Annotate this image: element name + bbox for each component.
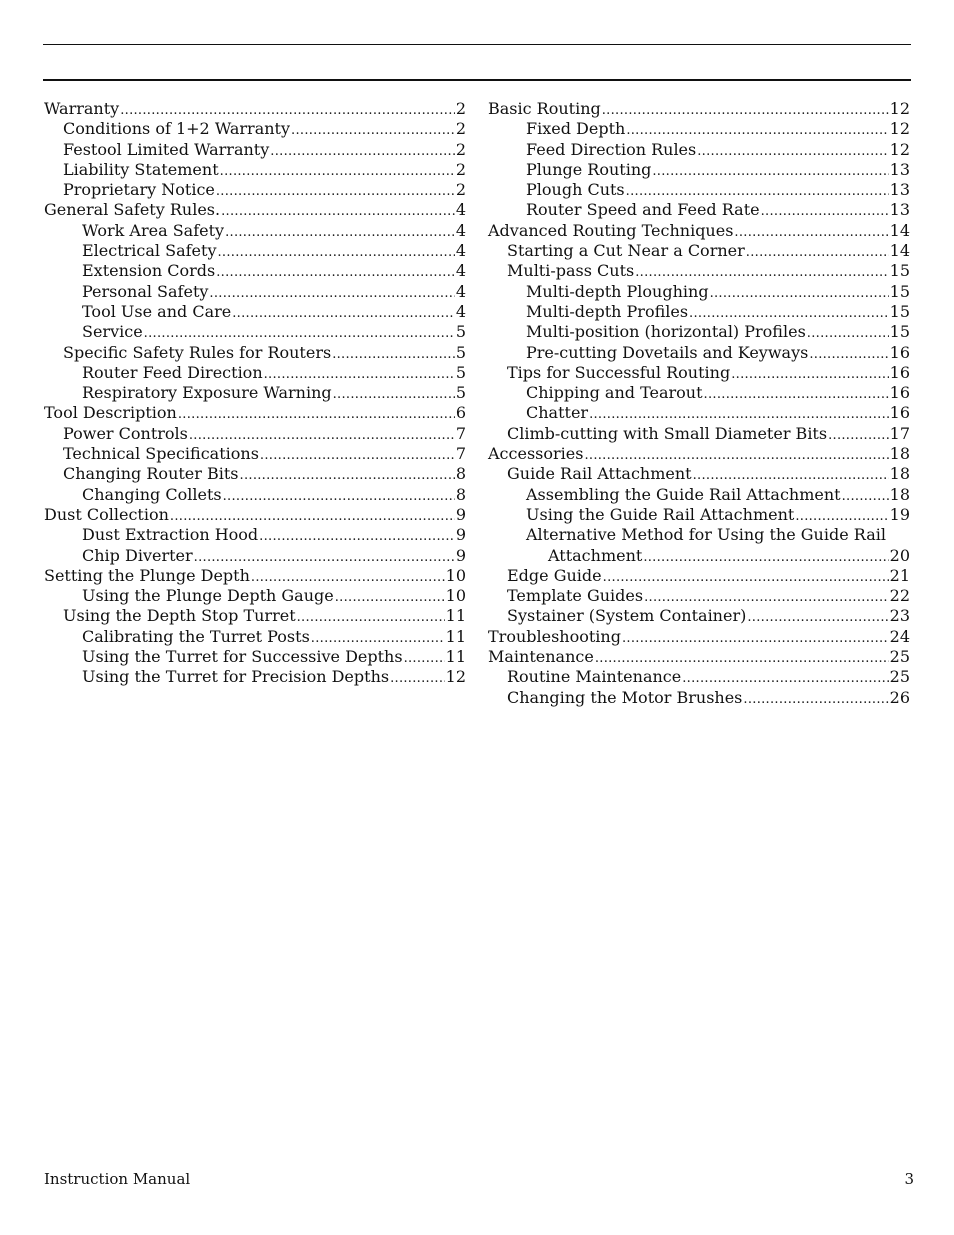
toc-entry[interactable] xyxy=(44,566,466,586)
toc-entry-page: 12 xyxy=(889,119,910,139)
toc-entry-title: Router Speed and Feed Rate xyxy=(526,200,760,220)
toc-entry-page: 17 xyxy=(889,423,910,443)
toc-entry-page: 14 xyxy=(889,220,910,240)
toc-entry-title: Dust Collection xyxy=(44,504,169,524)
header-rule-top xyxy=(43,44,911,45)
toc-leader-dots xyxy=(602,99,889,121)
toc-entry-title: Maintenance xyxy=(488,647,594,667)
toc-entry-title: Dust Extraction Hood xyxy=(82,525,259,545)
toc-entry-title: Extension Cords xyxy=(82,261,216,281)
toc-entry-page: 24 xyxy=(889,626,910,646)
toc-entry-page: 2 xyxy=(455,139,466,159)
toc-entry-title: Electrical Safety xyxy=(82,241,217,261)
toc-leader-dots xyxy=(232,302,455,324)
toc-entry-page: 9 xyxy=(455,545,466,565)
toc-entry-page: 15 xyxy=(889,301,910,321)
toc-entry-page: 19 xyxy=(889,504,910,524)
toc-entry[interactable] xyxy=(488,322,910,342)
toc-leader-dots xyxy=(710,282,889,304)
toc-leader-dots xyxy=(120,99,455,121)
toc-entry-title: Troubleshooting xyxy=(488,626,621,646)
toc-entry-page: 21 xyxy=(889,565,910,585)
toc-entry[interactable] xyxy=(488,525,910,566)
toc-entry[interactable] xyxy=(488,647,910,667)
toc-entry-title: Tool Use and Care xyxy=(82,301,232,321)
toc-entry[interactable] xyxy=(44,282,466,302)
toc-entry-title: Template Guides xyxy=(507,586,644,606)
toc-entry-page: 20 xyxy=(889,545,910,565)
toc-leader-dots xyxy=(761,200,889,222)
toc-leader-dots xyxy=(652,160,888,182)
toc-leader-dots xyxy=(807,322,889,344)
toc-leader-dots xyxy=(842,485,889,507)
toc-leader-dots xyxy=(217,241,454,263)
toc-entry[interactable] xyxy=(44,525,466,545)
toc-entry-page: 11 xyxy=(445,647,466,667)
toc-entry[interactable] xyxy=(44,424,466,444)
toc-entry-page: 4 xyxy=(455,241,466,261)
toc-entry-page: 8 xyxy=(455,484,466,504)
toc-entry-page: 15 xyxy=(889,281,910,301)
toc-entry[interactable] xyxy=(44,586,466,606)
toc-entry-title: Climb-cutting with Small Diameter Bits xyxy=(507,423,828,443)
toc-entry-page: 2 xyxy=(455,159,466,179)
toc-entry-page: 6 xyxy=(455,403,466,423)
toc-entry[interactable] xyxy=(44,302,466,322)
toc-leader-dots xyxy=(259,525,455,547)
toc-entry-title: Changing Router Bits xyxy=(63,464,239,484)
toc-leader-dots xyxy=(643,546,888,568)
toc-leader-dots xyxy=(404,647,445,669)
toc-leader-dots xyxy=(170,505,455,527)
toc-leader-dots xyxy=(644,586,889,608)
toc-entry-title: Changing the Motor Brushes xyxy=(507,687,743,707)
toc-leader-dots xyxy=(595,647,889,669)
toc-column-right xyxy=(488,99,910,708)
toc-entry[interactable] xyxy=(44,363,466,383)
toc-entry-title: Respiratory Exposure Warning xyxy=(82,383,332,403)
toc-entry-page: 9 xyxy=(455,525,466,545)
toc-entry-title: Feed Direction Rules xyxy=(526,139,697,159)
toc-entry[interactable] xyxy=(488,403,910,423)
toc-entry-page: 15 xyxy=(889,322,910,342)
toc-entry-title: Setting the Plunge Depth xyxy=(44,565,250,585)
toc-entry-title: Guide Rail Attachment xyxy=(507,464,692,484)
toc-entry-title: Advanced Routing Techniques xyxy=(488,220,734,240)
toc-entry[interactable] xyxy=(488,688,910,708)
toc-entry-title: Tips for Successful Routing xyxy=(507,362,731,382)
toc-leader-dots xyxy=(144,322,455,344)
toc-leader-dots xyxy=(693,464,889,486)
toc-entry-page: 2 xyxy=(455,99,466,118)
toc-entry-title: Using the Guide Rail Attachment xyxy=(526,504,795,524)
toc-entry[interactable] xyxy=(488,261,910,281)
toc-entry[interactable] xyxy=(488,383,910,403)
toc-entry-title: Systainer (System Container) xyxy=(507,606,747,626)
footer-page-number: 3 xyxy=(904,1170,914,1188)
toc-entry[interactable] xyxy=(44,627,466,647)
toc-entry-page: 13 xyxy=(889,180,910,200)
toc-entry-page: 5 xyxy=(455,383,466,403)
toc-entry[interactable] xyxy=(44,505,466,525)
toc-entry-title: General Safety Rules. xyxy=(44,200,221,220)
toc-leader-dots xyxy=(603,566,889,588)
toc-entry-page: 16 xyxy=(889,383,910,403)
toc-entry-title: Personal Safety xyxy=(82,281,209,301)
toc-leader-dots xyxy=(622,627,889,649)
toc-entry[interactable] xyxy=(488,363,910,383)
toc-entry-page: 7 xyxy=(455,444,466,464)
toc-column-left xyxy=(44,99,466,688)
toc-leader-dots xyxy=(626,119,888,141)
toc-entry-title: Multi-depth Ploughing xyxy=(526,281,709,301)
toc-entry-page: 5 xyxy=(455,362,466,382)
toc-entry[interactable] xyxy=(44,221,466,241)
toc-entry[interactable] xyxy=(488,302,910,322)
toc-leader-dots xyxy=(390,667,445,689)
toc-leader-dots xyxy=(335,586,445,608)
toc-entry[interactable] xyxy=(44,119,466,139)
toc-leader-dots xyxy=(291,119,455,141)
toc-entry-page: 2 xyxy=(455,180,466,200)
toc-entry-page: 25 xyxy=(889,647,910,667)
toc-entry-page: 23 xyxy=(889,606,910,626)
toc-entry-page: 12 xyxy=(445,667,466,687)
toc-entry-title: Routine Maintenance xyxy=(507,667,682,687)
toc-entry-page: 25 xyxy=(889,667,910,687)
toc-entry[interactable] xyxy=(44,383,466,403)
toc-entry-page: 16 xyxy=(889,362,910,382)
toc-leader-dots xyxy=(178,403,455,425)
toc-leader-dots xyxy=(682,667,888,689)
toc-entry-title: Specific Safety Rules for Routers xyxy=(63,342,332,362)
toc-entry[interactable] xyxy=(488,119,910,139)
toc-entry-title: Technical Specifications xyxy=(63,444,259,464)
toc-entry[interactable] xyxy=(44,485,466,505)
toc-entry-page: 4 xyxy=(455,261,466,281)
toc-entry[interactable] xyxy=(488,343,910,363)
toc-entry-title: Multi-pass Cuts xyxy=(507,261,635,281)
toc-entry[interactable] xyxy=(488,485,910,505)
toc-leader-dots xyxy=(216,180,455,202)
toc-leader-dots xyxy=(270,140,455,162)
toc-entry[interactable] xyxy=(44,444,466,464)
toc-entry-title: Plough Cuts xyxy=(526,180,625,200)
toc-entry[interactable] xyxy=(44,546,466,566)
toc-entry-page: 10 xyxy=(445,586,466,606)
toc-entry-title: Calibrating the Turret Posts xyxy=(82,626,310,646)
toc-leader-dots xyxy=(209,282,454,304)
toc-entry-page: 13 xyxy=(889,200,910,220)
toc-entry-title: Chipping and Tearout xyxy=(526,383,703,403)
toc-entry-title: Work Area Safety xyxy=(82,220,225,240)
footer-manual-title: Instruction Manual xyxy=(44,1170,191,1188)
toc-entry-title: Warranty xyxy=(44,99,120,118)
toc-leader-dots xyxy=(223,485,455,507)
toc-entry-title: Pre-cutting Dovetails and Keyways xyxy=(526,342,809,362)
toc-leader-dots xyxy=(795,505,888,527)
toc-entry-page: 18 xyxy=(889,484,910,504)
toc-entry-page: 26 xyxy=(889,687,910,707)
toc-entry-page: 16 xyxy=(889,342,910,362)
toc-entry-page: 2 xyxy=(455,119,466,139)
toc-entry-page: 4 xyxy=(455,200,466,220)
toc-entry-page: 4 xyxy=(455,301,466,321)
toc-entry[interactable] xyxy=(488,160,910,180)
toc-entry[interactable] xyxy=(44,667,466,687)
toc-leader-dots xyxy=(251,566,445,588)
toc-leader-dots xyxy=(697,140,888,162)
toc-entry[interactable] xyxy=(488,140,910,160)
toc-entry-page: 7 xyxy=(455,423,466,443)
toc-entry[interactable] xyxy=(488,586,910,606)
toc-entry[interactable] xyxy=(488,444,910,464)
toc-entry-title: Using the Turret for Successive Depths xyxy=(82,647,403,667)
toc-entry-title: Conditions of 1+2 Warranty xyxy=(63,119,291,139)
toc-entry-page: 15 xyxy=(889,261,910,281)
toc-entry-title: Tool Description xyxy=(44,403,177,423)
toc-entry[interactable] xyxy=(44,403,466,423)
toc-entry[interactable] xyxy=(488,606,910,626)
toc-leader-dots xyxy=(743,688,888,710)
toc-leader-dots xyxy=(297,606,445,628)
toc-entry-page: 5 xyxy=(455,342,466,362)
toc-entry[interactable] xyxy=(44,464,466,484)
toc-entry[interactable] xyxy=(44,322,466,342)
toc-entry-page: 18 xyxy=(889,464,910,484)
toc-leader-dots xyxy=(264,363,455,385)
toc-entry-title: Service xyxy=(82,322,143,342)
toc-leader-dots xyxy=(332,343,455,365)
toc-entry[interactable] xyxy=(488,180,910,200)
toc-entry-title: Plunge Routing xyxy=(526,159,652,179)
toc-leader-dots xyxy=(734,221,888,243)
toc-leader-dots xyxy=(333,383,455,405)
toc-entry-title: Multi-position (horizontal) Profiles xyxy=(526,322,806,342)
toc-entry[interactable] xyxy=(44,99,466,119)
toc-leader-dots xyxy=(747,606,888,628)
toc-entry[interactable] xyxy=(488,200,910,220)
toc-entry-page: 18 xyxy=(889,444,910,464)
header-rule-bottom xyxy=(43,79,911,81)
toc-entry-title: Starting a Cut Near a Corner xyxy=(507,241,745,261)
toc-entry-title: Accessories xyxy=(488,444,584,464)
toc-leader-dots xyxy=(731,363,888,385)
toc-entry[interactable] xyxy=(488,241,910,261)
toc-entry-title: Alternative Method for Using the Guide Rail xyxy=(526,525,886,545)
toc-leader-dots xyxy=(589,403,889,425)
toc-leader-dots xyxy=(746,241,889,263)
toc-entry[interactable] xyxy=(488,221,910,241)
toc-leader-dots xyxy=(220,160,455,182)
toc-entry[interactable] xyxy=(488,667,910,687)
toc-entry-title: Liability Statement xyxy=(63,159,219,179)
toc-entry-page: 9 xyxy=(455,504,466,524)
toc-leader-dots xyxy=(221,200,455,222)
toc-leader-dots xyxy=(689,302,889,324)
toc-entry-title: Multi-depth Profiles xyxy=(526,301,689,321)
toc-leader-dots xyxy=(216,261,455,283)
toc-entry[interactable] xyxy=(44,606,466,626)
toc-leader-dots xyxy=(809,343,888,365)
toc-entry[interactable] xyxy=(488,627,910,647)
toc-leader-dots xyxy=(626,180,889,202)
toc-leader-dots xyxy=(189,424,455,446)
toc-leader-dots xyxy=(635,261,888,283)
toc-entry[interactable] xyxy=(44,343,466,363)
toc-entry-title: Power Controls xyxy=(63,423,188,443)
toc-entry-title: Edge Guide xyxy=(507,565,602,585)
toc-entry-title: Chip Diverter xyxy=(82,545,193,565)
toc-entry-title: Router Feed Direction xyxy=(82,362,263,382)
toc-leader-dots xyxy=(828,424,889,446)
toc-entry-title: Using the Depth Stop Turret xyxy=(63,606,296,626)
toc-leader-dots xyxy=(240,464,455,486)
toc-entry-title-continued: Attachment xyxy=(548,545,643,565)
toc-entry-title: Using the Turret for Precision Depths xyxy=(82,667,390,687)
toc-entry[interactable] xyxy=(488,282,910,302)
toc-entry-title: Festool Limited Warranty xyxy=(63,139,270,159)
toc-entry-page: 12 xyxy=(889,139,910,159)
toc-entry-title: Fixed Depth xyxy=(526,119,626,139)
toc-leader-dots xyxy=(194,546,455,568)
toc-entry-page: 10 xyxy=(445,565,466,585)
toc-leader-dots xyxy=(225,221,455,243)
toc-entry-page: 4 xyxy=(455,281,466,301)
toc-entry-title: Basic Routing xyxy=(488,99,601,118)
toc-entry[interactable] xyxy=(44,241,466,261)
toc-entry-title: Assembling the Guide Rail Attachment xyxy=(526,484,841,504)
toc-entry-title: Using the Plunge Depth Gauge xyxy=(82,586,334,606)
toc-entry[interactable] xyxy=(488,464,910,484)
toc-leader-dots xyxy=(704,383,889,405)
toc-entry-page: 14 xyxy=(889,241,910,261)
toc-entry[interactable] xyxy=(488,505,910,525)
toc-leader-dots xyxy=(260,444,455,466)
toc-entry-page: 4 xyxy=(455,220,466,240)
toc-entry[interactable] xyxy=(44,180,466,200)
toc-entry[interactable] xyxy=(44,647,466,667)
toc-entry-page: 5 xyxy=(455,322,466,342)
toc-entry[interactable] xyxy=(44,261,466,281)
toc-leader-dots xyxy=(584,444,888,466)
toc-leader-dots xyxy=(311,627,445,649)
toc-entry-title: Proprietary Notice xyxy=(63,180,215,200)
toc-entry-page: 13 xyxy=(889,159,910,179)
toc-entry[interactable] xyxy=(44,160,466,180)
toc-entry-page: 11 xyxy=(445,626,466,646)
toc-entry[interactable] xyxy=(44,140,466,160)
toc-entry-page: 8 xyxy=(455,464,466,484)
toc-entry[interactable] xyxy=(44,200,466,220)
toc-entry-title: Changing Collets xyxy=(82,484,222,504)
toc-entry-page: 16 xyxy=(889,403,910,423)
toc-entry[interactable] xyxy=(488,99,910,119)
toc-entry-page: 11 xyxy=(445,606,466,626)
toc-entry-title: Chatter xyxy=(526,403,589,423)
toc-entry-page: 12 xyxy=(889,99,910,118)
toc-entry[interactable] xyxy=(488,566,910,586)
toc-entry-page: 22 xyxy=(889,586,910,606)
toc-entry[interactable] xyxy=(488,424,910,444)
